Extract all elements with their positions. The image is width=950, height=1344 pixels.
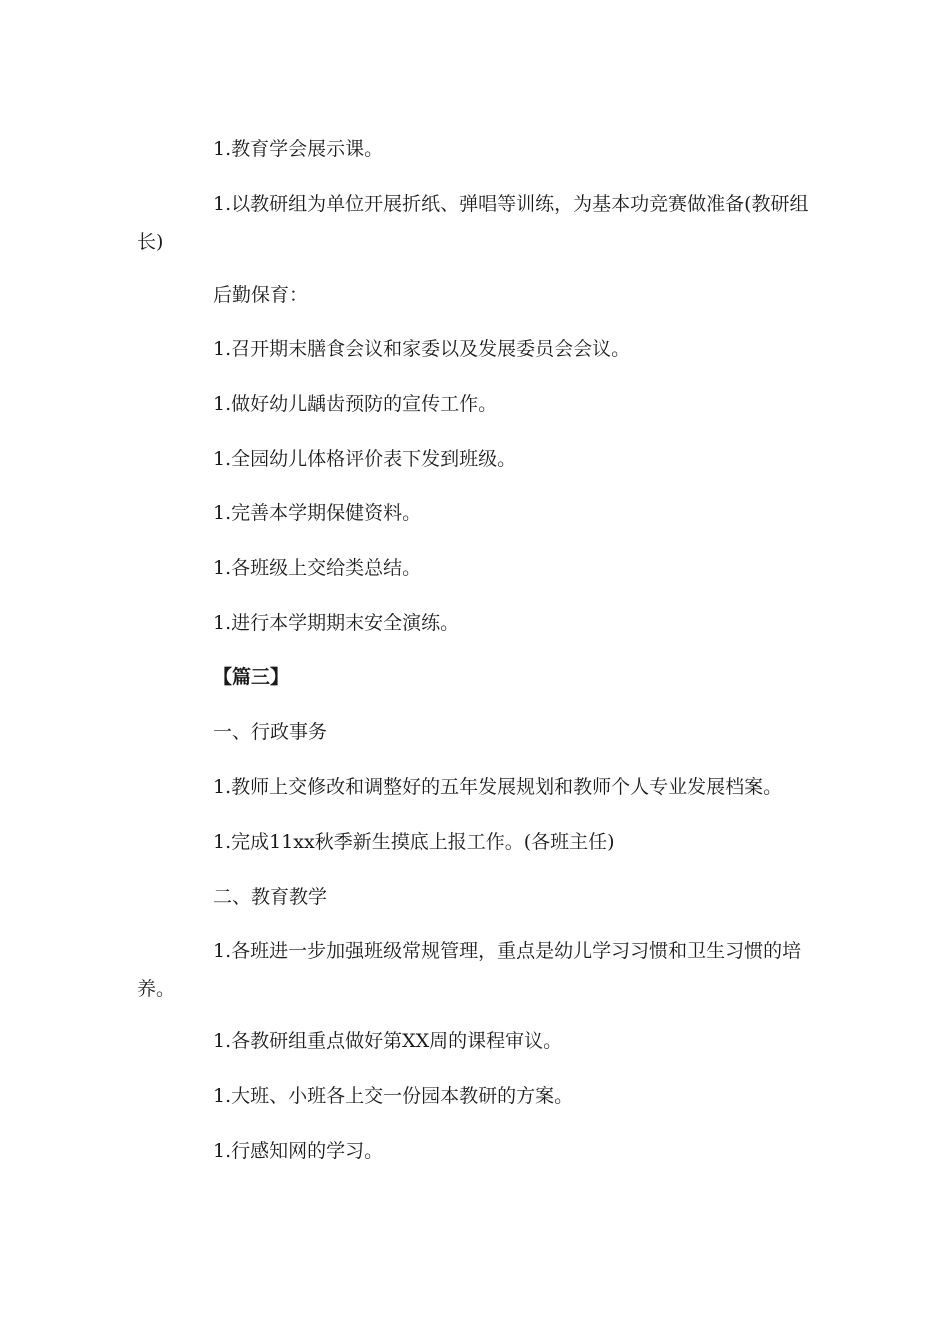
section-heading-teaching: 二、教育教学 bbox=[213, 886, 328, 908]
paragraph-4: 1.召开期末膳食会议和家委以及发展委员会会议。 bbox=[213, 338, 631, 360]
chapter-heading-3: 【篇三】 bbox=[213, 666, 290, 688]
section-heading-logistics: 后勤保育： bbox=[213, 284, 309, 306]
paragraph-15: 1.各班进一步加强班级常规管理，重点是幼儿学习习惯和卫生习惯的培养。 bbox=[137, 940, 802, 1000]
section-heading-admin: 一、行政事务 bbox=[213, 721, 328, 743]
paragraph-7: 1.完善本学期保健资料。 bbox=[213, 502, 422, 524]
paragraph-13: 1.完成11xx秋季新生摸底上报工作。(各班主任) bbox=[213, 831, 615, 853]
paragraph-16: 1.各教研组重点做好第XX周的课程审议。 bbox=[213, 1030, 563, 1052]
paragraph-6: 1.全园幼儿体格评价表下发到班级。 bbox=[213, 448, 517, 470]
paragraph-9: 1.进行本学期期末安全演练。 bbox=[213, 612, 460, 634]
paragraph-1: 1.教育学会展示课。 bbox=[213, 138, 384, 160]
paragraph-18: 1.行感知网的学习。 bbox=[213, 1140, 384, 1162]
paragraph-12: 1.教师上交修改和调整好的五年发展规划和教师个人专业发展档案。 bbox=[213, 776, 783, 798]
paragraph-2: 1.以教研组为单位开展折纸、弹唱等训练，为基本功竞赛做准备(教研组长) bbox=[137, 193, 809, 253]
paragraph-5: 1.做好幼儿龋齿预防的宣传工作。 bbox=[213, 393, 498, 415]
paragraph-17: 1.大班、小班各上交一份园本教研的方案。 bbox=[213, 1085, 574, 1107]
paragraph-8: 1.各班级上交给类总结。 bbox=[213, 557, 422, 579]
